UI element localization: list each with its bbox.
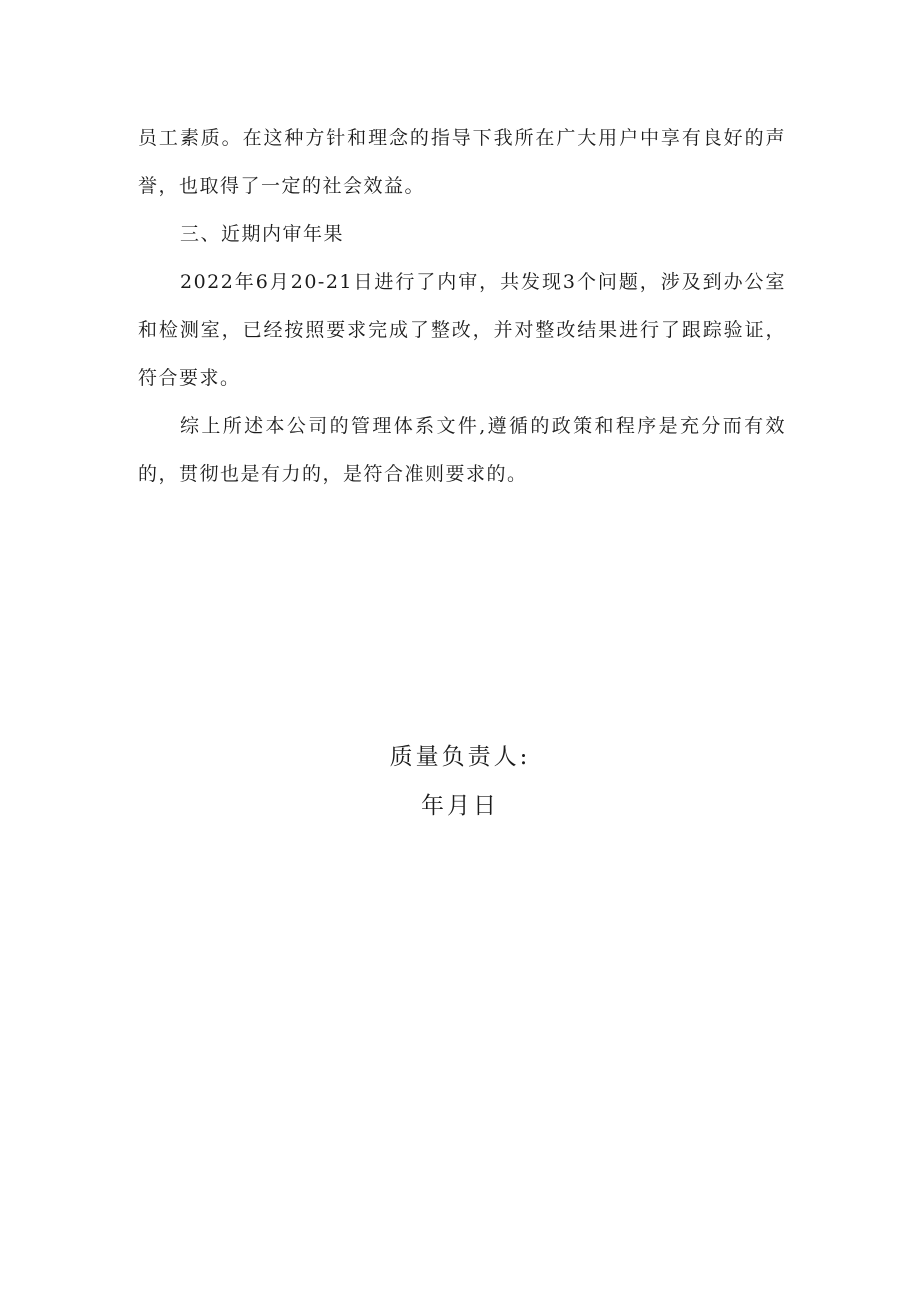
section-heading: 三、近期内审年果: [180, 223, 345, 245]
paragraph-conclusion: 综上所述本公司的管理体系文件,遵循的政策和程序是充分而有效的，贯彻也是有力的，是符合准则要求的。: [138, 415, 786, 485]
signature-date: 年月日: [421, 793, 499, 819]
signature-label: 质量负责人:: [389, 744, 531, 770]
paragraph-continuation: 员工素质。在这种方针和理念的指导下我所在广大用户中享有良好的声誉，也取得了一定的社会效益。: [138, 127, 786, 197]
paragraph-internal-audit: 2022年6月20-21日进行了内审，共发现3个问题，涉及到办公室和检测室，已经按照要求完成了整改，并对整改结果进行了跟踪验证，符合要求。: [138, 271, 786, 389]
document-body: [138, 114, 786, 498]
